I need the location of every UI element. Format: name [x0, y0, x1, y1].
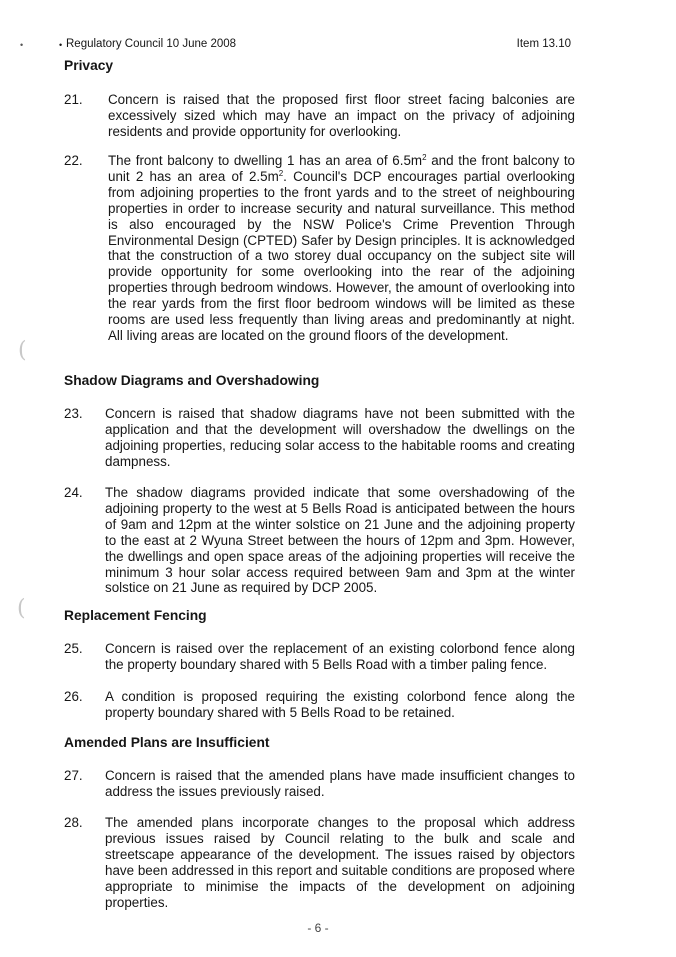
paragraph-number: 21.	[64, 92, 83, 107]
paragraph-text: The shadow diagrams provided indicate that some overshadowing of the adjoining property to the west at 5 Bells Road is anticipated between the hours of 9am and 12pm at the winter solstice on 21 June and the adjoining property to the east at 2 Wyuna Street between the hours of 12pm and 3pm. However, the dwellings and open space areas of the adjoining properties will receive the minimum 3 hour solar access required between 9am and 3pm at the winter solstice on 21 June as required by DCP 2005.	[105, 485, 575, 596]
numbered-paragraph	[64, 815, 575, 910]
paragraph-text: Concern is raised that shadow diagrams have not been submitted with the application and that the development will overshadow the dwellings on the adjoining properties, reducing solar access to the habitable rooms and creating dampness.	[105, 406, 575, 469]
numbered-paragraph	[64, 153, 575, 344]
section-heading: Privacy	[64, 58, 114, 73]
numbered-paragraph	[64, 92, 575, 140]
hole-punch-mark: (	[18, 338, 27, 363]
header-item-number: Item 13.10	[516, 38, 571, 50]
section-heading: Shadow Diagrams and Overshadowing	[64, 373, 320, 388]
paragraph-number: 23.	[64, 406, 83, 421]
paragraph-text: The amended plans incorporate changes to the proposal which address previous issues raised by Council relating to the bulk and scale and streetscape appearance of the development. The issues raised by objectors have been addressed in this report and suitable conditions are proposed where appropriate to minimise the impacts of the development on adjoining properties.	[105, 815, 575, 910]
page-number: - 6 -	[307, 921, 329, 935]
hole-punch-mark: (	[17, 596, 26, 621]
numbered-paragraph	[64, 768, 575, 800]
paragraph-number: 22.	[64, 153, 83, 168]
numbered-paragraph	[64, 485, 575, 596]
paragraph-text: Concern is raised that the proposed first floor street facing balconies are excessively sized which may have an impact on the privacy of adjoining residents and provide opportunity for overlooking.	[108, 92, 575, 139]
section-heading: Replacement Fencing	[64, 608, 207, 623]
bullet-mark: •	[59, 40, 63, 50]
paragraph-text: A condition is proposed requiring the existing colorbond fence along the property boundary shared with 5 Bells Road to be retained.	[105, 689, 575, 720]
numbered-paragraph	[64, 406, 575, 470]
numbered-paragraph	[64, 641, 575, 673]
paragraph-number: 27.	[64, 768, 83, 783]
paragraph-number: 25.	[64, 641, 83, 656]
paragraph-text: Concern is raised that the amended plans have made insufficient changes to address the issues previously raised.	[105, 768, 575, 799]
paragraph-number: 24.	[64, 485, 83, 500]
paragraph-number: 28.	[64, 815, 83, 830]
section-heading: Amended Plans are Insufficient	[64, 735, 270, 750]
paragraph-text: The front balcony to dwelling 1 has an area of $6.5m^2$ and the front balcony to unit 2 has an area of $2.5m^2$. Council's DCP encourages partial overlooking from adjoining properties to the front yards and to the street of neighbouring properties in order to increase security and natural surveillance. This method is also encouraged by the NSW Police's Crime Prevention Through Environmental Design (CPTED) Safer by Design principles. It is acknowledged that the construction of a two storey dual occupancy on the subject site will provide opportunity for some overlooking into the rear of the adjoining properties through bedroom windows. However, the amount of overlooking into the rear yards from the first floor bedroom windows will be limited as these rooms are used less frequently than living areas and predominantly at night. All living areas are located on the ground floors of the development.	[108, 153, 575, 343]
numbered-paragraph	[64, 689, 575, 721]
header-meeting: Regulatory Council 10 June 2008	[66, 38, 237, 50]
scan-mark: •	[20, 40, 24, 50]
paragraph-number: 26.	[64, 689, 83, 704]
paragraph-text: Concern is raised over the replacement of an existing colorbond fence along the property boundary shared with 5 Bells Road with a timber paling fence.	[105, 641, 575, 672]
